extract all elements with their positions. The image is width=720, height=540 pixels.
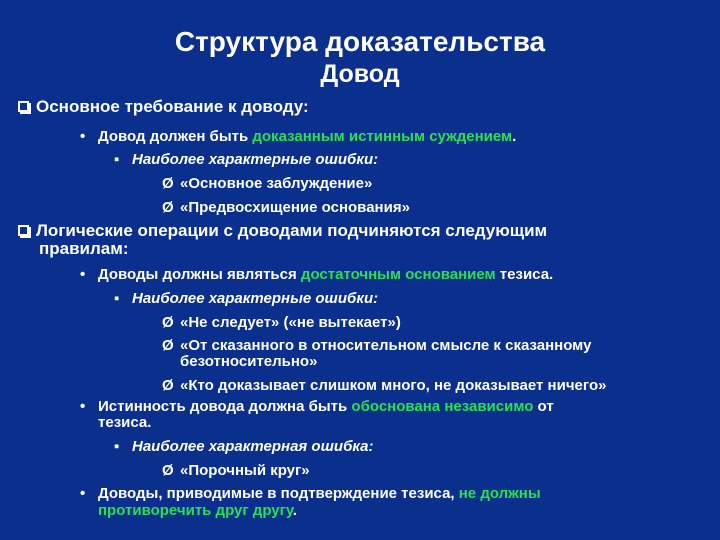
error-item-text: «Порочный круг» [180,462,310,479]
rule-text: Довод должен быть [98,128,253,145]
checkbox-bullet-icon [18,225,29,236]
errors-label [114,290,378,307]
section-heading [18,222,547,239]
dot-bullet-icon: • [80,128,86,145]
dot-bullet-icon: • [80,266,86,283]
section-heading-text: Логические операции с доводами подчиняются следующим [36,221,548,240]
arrow-bullet-icon: Ø [162,314,174,331]
rule-highlight: не должны [458,485,541,502]
section-heading-text: Основное требование к доводу: [36,97,309,116]
errors-label [114,151,378,168]
error-item-text: «Основное заблуждение» [180,175,373,192]
square-bullet-icon: ▪ [114,290,120,307]
error-item-cont [180,353,317,370]
error-item [162,175,372,192]
arrow-bullet-icon: Ø [162,199,174,216]
arrow-bullet-icon: Ø [162,462,174,479]
rule-text: Доводы должны являться [98,266,301,283]
error-item [162,337,591,354]
rule-line [80,485,541,502]
rule-text-end: . [512,128,517,145]
square-bullet-icon: ▪ [114,438,120,455]
error-item [162,462,310,479]
error-item-text: «От сказанного в относительном смысле к сказанному [180,337,592,354]
error-item [162,314,401,331]
rule-text: Истинность довода должна быть [98,398,352,415]
rule-text-end: от [533,398,554,415]
section-heading [18,98,309,115]
rule-line-cont [98,414,151,431]
errors-label-text: Наиболее характерные ошибки: [132,290,379,307]
errors-label-text: Наиболее характерная ошибка: [132,438,374,455]
rule-text: тезиса. [98,414,152,431]
slide-title: Структура доказательства [174,26,546,57]
rule-highlight: достаточным основанием [300,266,496,283]
rule-line [80,128,516,145]
section-heading-cont [39,240,129,257]
rule-highlight: противоречить друг другу [98,502,293,519]
error-item-text: «Предвосхищение основания» [180,199,410,216]
rule-line [80,398,554,415]
error-item [162,377,606,394]
error-item [162,199,410,216]
errors-label-text: Наиболее характерные ошибки: [132,151,379,168]
error-item-text: безотносительно» [180,353,318,370]
arrow-bullet-icon: Ø [162,175,174,192]
rule-highlight: доказанным истинным суждением [252,128,513,145]
rule-text-end: . [292,502,298,519]
dot-bullet-icon: • [80,398,86,415]
square-bullet-icon: ▪ [114,151,120,168]
errors-label [114,438,374,455]
rule-line [80,266,553,283]
arrow-bullet-icon: Ø [162,377,174,394]
error-item-text: «Не следует» («не вытекает») [180,314,401,331]
checkbox-bullet-icon [18,101,29,112]
error-item-text: «Кто доказывает слишком много, не доказывает ничего» [180,377,607,394]
rule-line-cont [98,502,297,519]
section-heading-text: правилам: [39,239,129,258]
dot-bullet-icon: • [80,485,86,502]
rule-text-end: тезиса. [495,266,554,283]
rule-highlight: обоснована независимо [351,398,534,415]
rule-text: Доводы, приводимые в подтверждение тезиса, [98,485,459,502]
arrow-bullet-icon: Ø [162,337,174,354]
slide-subtitle: Довод [320,60,400,88]
